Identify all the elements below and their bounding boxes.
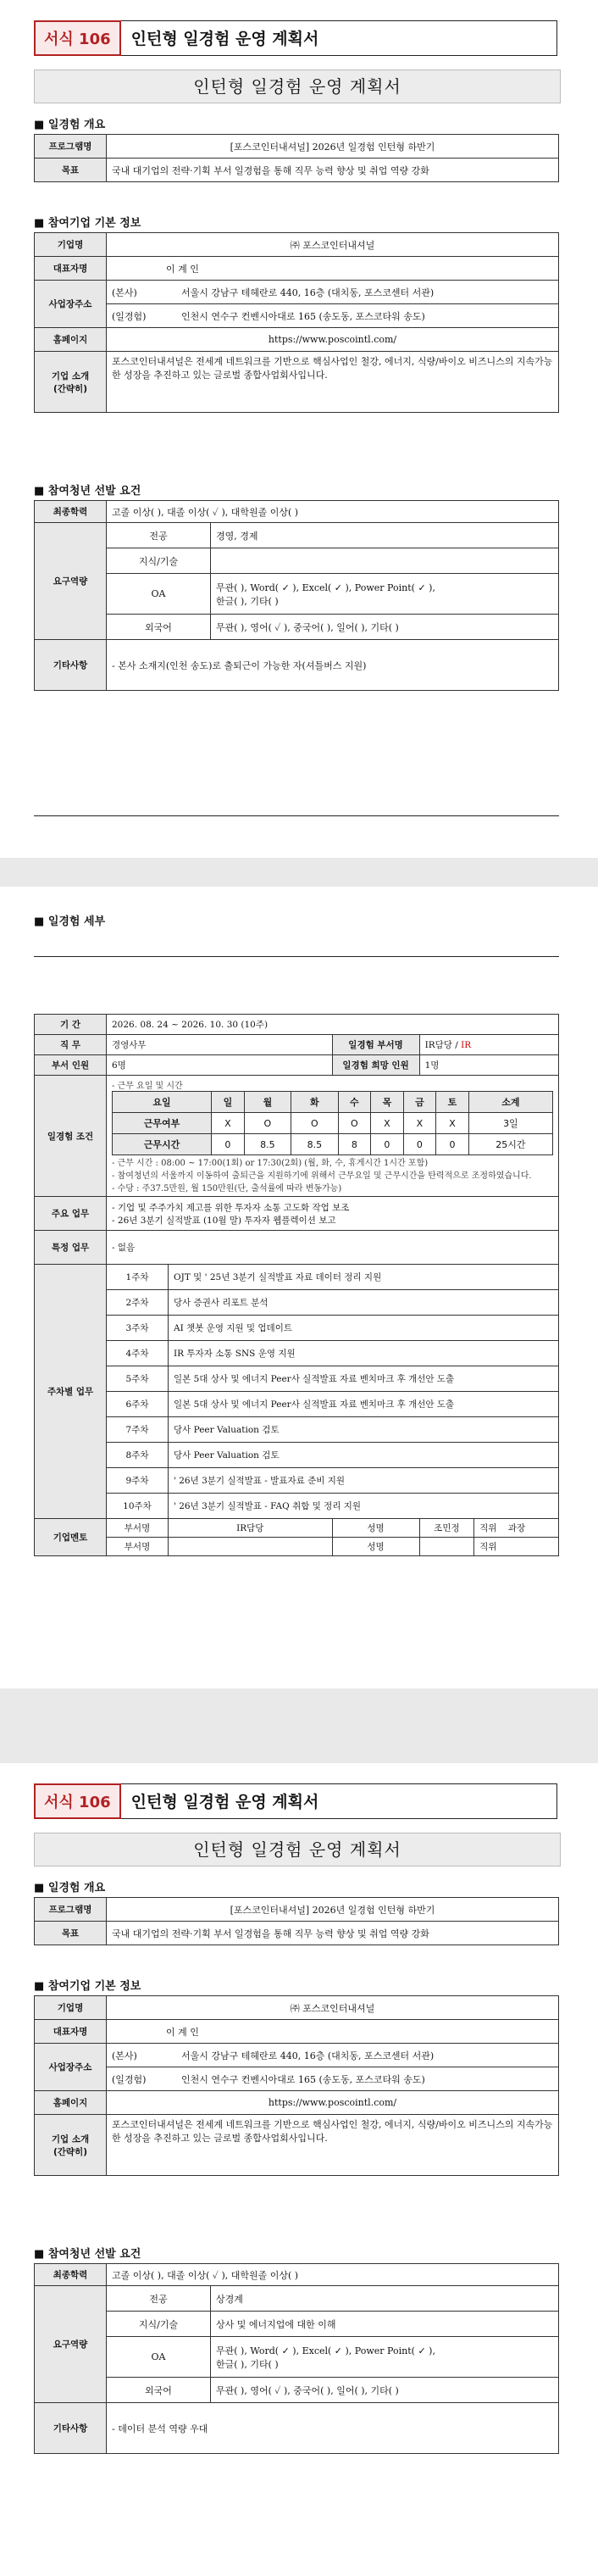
homepage-label-2: 홈페이지 (35, 2091, 107, 2115)
sched-r1-cell: X (436, 1113, 469, 1134)
sched-r2-cell: 8.5 (291, 1134, 338, 1155)
mentor-name-value: 조민정 (419, 1519, 474, 1538)
week-row (35, 1265, 559, 1290)
lang-label: 외국어 (107, 615, 211, 640)
major-value-2: 상경계 (211, 2286, 559, 2312)
sched-r2-cell: 근무시간 (113, 1134, 212, 1155)
homepage-link-2[interactable]: https://www.poscointl.com/ (107, 2091, 559, 2115)
week-row (35, 1494, 559, 1519)
section-company: ■ 참여기업 기본 정보 (34, 214, 141, 230)
etc-value-2: - 데이터 분석 역량 우대 (107, 2403, 559, 2454)
want-label: 일경험 희망 인원 (332, 1055, 419, 1076)
mentor-name-label: 성명 (332, 1519, 419, 1538)
sched-r2-cell: 0 (212, 1134, 245, 1155)
skill-value-2: 상사 및 에너지업에 대한 이해 (211, 2312, 559, 2337)
edu-label-2: 최종학력 (35, 2264, 107, 2286)
dept-value: IR담당 / IR (419, 1035, 558, 1055)
program-label: 프로그램명 (35, 135, 107, 159)
condition-note: - 근무 요일 및 시간 (112, 1082, 183, 1091)
mentor2-dept-label: 부서명 (107, 1538, 169, 1556)
section-detail: ■ 일경험 세부 (34, 912, 105, 928)
company-name-label: 기업명 (35, 233, 107, 257)
period-value: 2026. 08. 24 ~ 2026. 10. 30 (10주) (107, 1015, 559, 1035)
week-task: IR 투자자 소통 SNS 운영 지원 (169, 1341, 559, 1366)
page-3 (0, 1763, 598, 2576)
sched-r1-cell: X (212, 1113, 245, 1134)
oa-label-2: OA (107, 2337, 211, 2378)
staff-label: 부서 인원 (35, 1055, 107, 1076)
condition-line-1: - 근무 시간 : 08:00 ~ 17:00(1회) or 17:30(2회) (월, 화, 수, 휴게시간 1시간 포함) (112, 1159, 429, 1168)
goal-value-2: 국내 대기업의 전략·기획 부서 일경험을 통해 직무 능력 향상 및 취업 역량 강화 (107, 1922, 559, 1945)
ceo-label: 대표자명 (35, 257, 107, 281)
task-label: 주요 업무 (35, 1197, 107, 1231)
week-number: 3주차 (107, 1316, 169, 1341)
section-requirements-2: ■ 참여청년 선발 요건 (34, 2245, 141, 2261)
mentor2-name-label: 성명 (332, 1538, 419, 1556)
week-row (35, 1417, 559, 1443)
hq-label: (본사) (107, 281, 177, 304)
goal-label: 목표 (35, 159, 107, 182)
form-header-title-2: 인턴형 일경험 운영 계획서 (121, 1783, 557, 1819)
lang-label-2: 외국어 (107, 2378, 211, 2403)
condition-line-2: - 참여청년의 서울까지 이동하여 출퇴근을 지원하기에 위해서 근무요일 및 근무시간을 탄력적으로 조정하였습니다. (112, 1171, 532, 1181)
address-label: 사업장주소 (35, 281, 107, 328)
etc-value: - 본사 소재지(인천 송도)로 출퇴근이 가능한 자(셔틀버스 지원) (107, 640, 559, 691)
section-overview: ■ 일경험 개요 (34, 115, 105, 131)
site-value: 인천시 연수구 컨벤시아대로 165 (송도동, 포스코타워 송도) (176, 304, 559, 328)
week-task: ' 26년 3분기 실적발표 - FAQ 취합 및 정리 지원 (169, 1494, 559, 1519)
edu-value-2: 고졸 이상( ), 대졸 이상( ✓ ), 대학원졸 이상( ) (107, 2264, 559, 2286)
goal-label-2: 목표 (35, 1922, 107, 1945)
staff-value: 6명 (107, 1055, 333, 1076)
weekly-label: 주차별 업무 (35, 1265, 107, 1519)
program-value: [포스코인터내셔널] 2026년 일경험 인턴형 하반기 (107, 135, 559, 159)
sched-h-cell: 수 (338, 1092, 371, 1113)
condition-label: 일경험 조건 (35, 1076, 107, 1197)
form-header-title: 인턴형 일경험 운영 계획서 (121, 20, 557, 56)
skill-label: 지식/기술 (107, 548, 211, 574)
week-number: 1주차 (107, 1265, 169, 1290)
week-row (35, 1443, 559, 1468)
week-row (35, 1290, 559, 1316)
week-task: 당사 Peer Valuation 검토 (169, 1417, 559, 1443)
sched-r1-cell: X (403, 1113, 436, 1134)
hq-value: 서울시 강남구 테헤란로 440, 16층 (대치동, 포스코센터 서관) (176, 281, 559, 304)
intro-label-2: 기업 소개 (간략히) (35, 2115, 107, 2176)
sched-r1-cell: 3일 (468, 1113, 552, 1134)
week-task: OJT 및 ' 25년 3분기 실적발표 자료 데이터 정리 지원 (169, 1265, 559, 1290)
company-name-value: ㈜ 포스코인터내셔널 (107, 233, 559, 257)
lang-value: 무관( ), 영어( ✓ ), 중국어( ), 일어( ), 기타( ) (211, 615, 559, 640)
week-number: 4주차 (107, 1341, 169, 1366)
form-number-tag-2: 서식 106 (34, 1783, 121, 1819)
form-header-2 (34, 1783, 557, 1819)
site-label: (일경험) (107, 304, 177, 328)
requirements-table (34, 500, 559, 691)
ceo-label-2: 대표자명 (35, 2020, 107, 2044)
week-task: 일본 5대 상사 및 에너지 Peer사 실적발표 자료 벤치마크 후 개선안 도출 (169, 1366, 559, 1392)
oa-value: 무관( ), Word( ✓ ), Excel( ✓ ), Power Point( ✓ ), 한글( ), 기타( ) (211, 574, 559, 615)
oa-label: OA (107, 574, 211, 615)
overview-table (34, 134, 559, 182)
sched-r2-cell: 8 (338, 1134, 371, 1155)
company-table (34, 232, 559, 413)
page-divider (34, 815, 559, 816)
sched-r1-cell: O (244, 1113, 291, 1134)
skill-label-2: 지식/기술 (107, 2312, 211, 2337)
page-2 (0, 887, 598, 1689)
company-table-2 (34, 1995, 559, 2176)
mentor-label: 기업멘토 (35, 1519, 107, 1556)
edu-label: 최종학력 (35, 501, 107, 523)
mentor-pos: 직위 과장 (474, 1519, 559, 1538)
detail-top-rule (34, 956, 559, 957)
detail-table (34, 1014, 559, 1556)
job-label: 직 무 (35, 1035, 107, 1055)
week-number: 9주차 (107, 1468, 169, 1494)
job-value: 경영사무 (107, 1035, 333, 1055)
condition-line-3: - 수당 : 주37.5만원, 월 150만원(단, 출석률에 따라 변동가능) (112, 1184, 342, 1193)
week-row (35, 1366, 559, 1392)
capability-label: 요구역량 (35, 523, 107, 640)
sched-r2-cell: 0 (371, 1134, 404, 1155)
week-number: 7주차 (107, 1417, 169, 1443)
overview-table-2 (34, 1897, 559, 1945)
intro-value-2: 포스코인터내셔널은 전세계 네트워크를 기반으로 핵심사업인 철강, 에너지, 식량/바이오 비즈니스의 지속가능한 성장을 추진하고 있는 글로벌 종합사업회사입니다. (107, 2115, 559, 2176)
homepage-link[interactable]: https://www.poscointl.com/ (107, 328, 559, 352)
sched-h-cell: 월 (244, 1092, 291, 1113)
hq-value-2: 서울시 강남구 테헤란로 440, 16층 (대치동, 포스코센터 서관) (176, 2044, 559, 2067)
week-number: 2주차 (107, 1290, 169, 1316)
sched-r1-cell: O (338, 1113, 371, 1134)
homepage-label: 홈페이지 (35, 328, 107, 352)
sched-r1-cell: X (371, 1113, 404, 1134)
major-label-2: 전공 (107, 2286, 211, 2312)
page-1 (0, 0, 598, 858)
week-number: 6주차 (107, 1392, 169, 1417)
week-task: 일본 5대 상사 및 에너지 Peer사 실적발표 자료 벤치마크 후 개선안 도출 (169, 1392, 559, 1417)
requirements-table-2 (34, 2263, 559, 2454)
week-row (35, 1341, 559, 1366)
company-name-label-2: 기업명 (35, 1996, 107, 2020)
schedule-table (112, 1091, 553, 1155)
major-label: 전공 (107, 523, 211, 548)
sched-r2-cell: 0 (403, 1134, 436, 1155)
major-value: 경영, 경제 (211, 523, 559, 548)
etc-label-2: 기타사항 (35, 2403, 107, 2454)
goal-value: 국내 대기업의 전략·기획 부서 일경험을 통해 직무 능력 향상 및 취업 역량 강화 (107, 159, 559, 182)
site-value-2: 인천시 연수구 컨벤시아대로 165 (송도동, 포스코타워 송도) (176, 2067, 559, 2091)
program-value-2: [포스코인터내셔널] 2026년 일경험 인턴형 하반기 (107, 1898, 559, 1922)
week-number: 10주차 (107, 1494, 169, 1519)
sched-h-cell: 토 (436, 1092, 469, 1113)
want-value: 1명 (419, 1055, 558, 1076)
address-label-2: 사업장주소 (35, 2044, 107, 2091)
week-task: AI 챗봇 운영 지원 및 업데이트 (169, 1316, 559, 1341)
special-value: - 없음 (107, 1231, 559, 1265)
dept-label: 일경험 부서명 (332, 1035, 419, 1055)
lang-value-2: 무관( ), 영어( ✓ ), 중국어( ), 일어( ), 기타( ) (211, 2378, 559, 2403)
oa-value-2: 무관( ), Word( ✓ ), Excel( ✓ ), Power Point( ✓ ), 한글( ), 기타( ) (211, 2337, 559, 2378)
week-row (35, 1468, 559, 1494)
sched-h-cell: 소계 (468, 1092, 552, 1113)
doc-title-2: 인턴형 일경험 운영 계획서 (34, 1833, 561, 1867)
edu-value: 고졸 이상( ), 대졸 이상( ✓ ), 대학원졸 이상( ) (107, 501, 559, 523)
mentor2-pos-label: 직위 (474, 1538, 559, 1556)
sched-h-cell: 화 (291, 1092, 338, 1113)
section-company-2: ■ 참여기업 기본 정보 (34, 1977, 141, 1993)
sched-h-cell: 목 (371, 1092, 404, 1113)
week-task: 당사 증권사 리포트 분석 (169, 1290, 559, 1316)
mentor-dept-value: IR담당 (169, 1519, 333, 1538)
mentor-dept-label: 부서명 (107, 1519, 169, 1538)
sched-h-cell: 일 (212, 1092, 245, 1113)
company-name-value-2: ㈜ 포스코인터내셔널 (107, 1996, 559, 2020)
sched-h-cell: 금 (403, 1092, 436, 1113)
week-row (35, 1392, 559, 1417)
sched-r1-cell: 근무여부 (113, 1113, 212, 1134)
special-label: 특정 업무 (35, 1231, 107, 1265)
capability-label-2: 요구역량 (35, 2286, 107, 2403)
week-number: 5주차 (107, 1366, 169, 1392)
section-requirements: ■ 참여청년 선발 요건 (34, 481, 141, 498)
sched-r2-cell: 8.5 (244, 1134, 291, 1155)
week-task: ' 26년 3분기 실적발표 - 발표자료 준비 지원 (169, 1468, 559, 1494)
hq-label-2: (본사) (107, 2044, 177, 2067)
task-value: - 기업 및 주주가치 제고를 위한 투자자 소통 고도화 작업 보조 - 26년 3분기 실적발표 (10월 말) 투자자 웹플렉이션 보고 (107, 1197, 559, 1231)
intro-value: 포스코인터내셔널은 전세계 네트워크를 기반으로 핵심사업인 철강, 에너지, 식량/바이오 비즈니스의 지속가능한 성장을 추진하고 있는 글로벌 종합사업회사입니다. (107, 352, 559, 413)
form-number-tag: 서식 106 (34, 20, 121, 56)
ceo-value-2: 이 계 인 (107, 2020, 559, 2044)
sched-r1-cell: O (291, 1113, 338, 1134)
ceo-value: 이 계 인 (107, 257, 559, 281)
sched-r2-cell: 0 (436, 1134, 469, 1155)
section-overview-2: ■ 일경험 개요 (34, 1878, 105, 1894)
skill-value (211, 548, 559, 574)
etc-label: 기타사항 (35, 640, 107, 691)
site-label-2: (일경험) (107, 2067, 177, 2091)
week-row (35, 1316, 559, 1341)
condition-cell (107, 1076, 559, 1197)
week-task: 당사 Peer Valuation 검토 (169, 1443, 559, 1468)
program-label-2: 프로그램명 (35, 1898, 107, 1922)
week-number: 8주차 (107, 1443, 169, 1468)
intro-label: 기업 소개 (간략히) (35, 352, 107, 413)
doc-title: 인턴형 일경험 운영 계획서 (34, 70, 561, 103)
sched-h-cell: 요일 (113, 1092, 212, 1113)
sched-r2-cell: 25시간 (468, 1134, 552, 1155)
period-label: 기 간 (35, 1015, 107, 1035)
form-header (34, 20, 557, 56)
